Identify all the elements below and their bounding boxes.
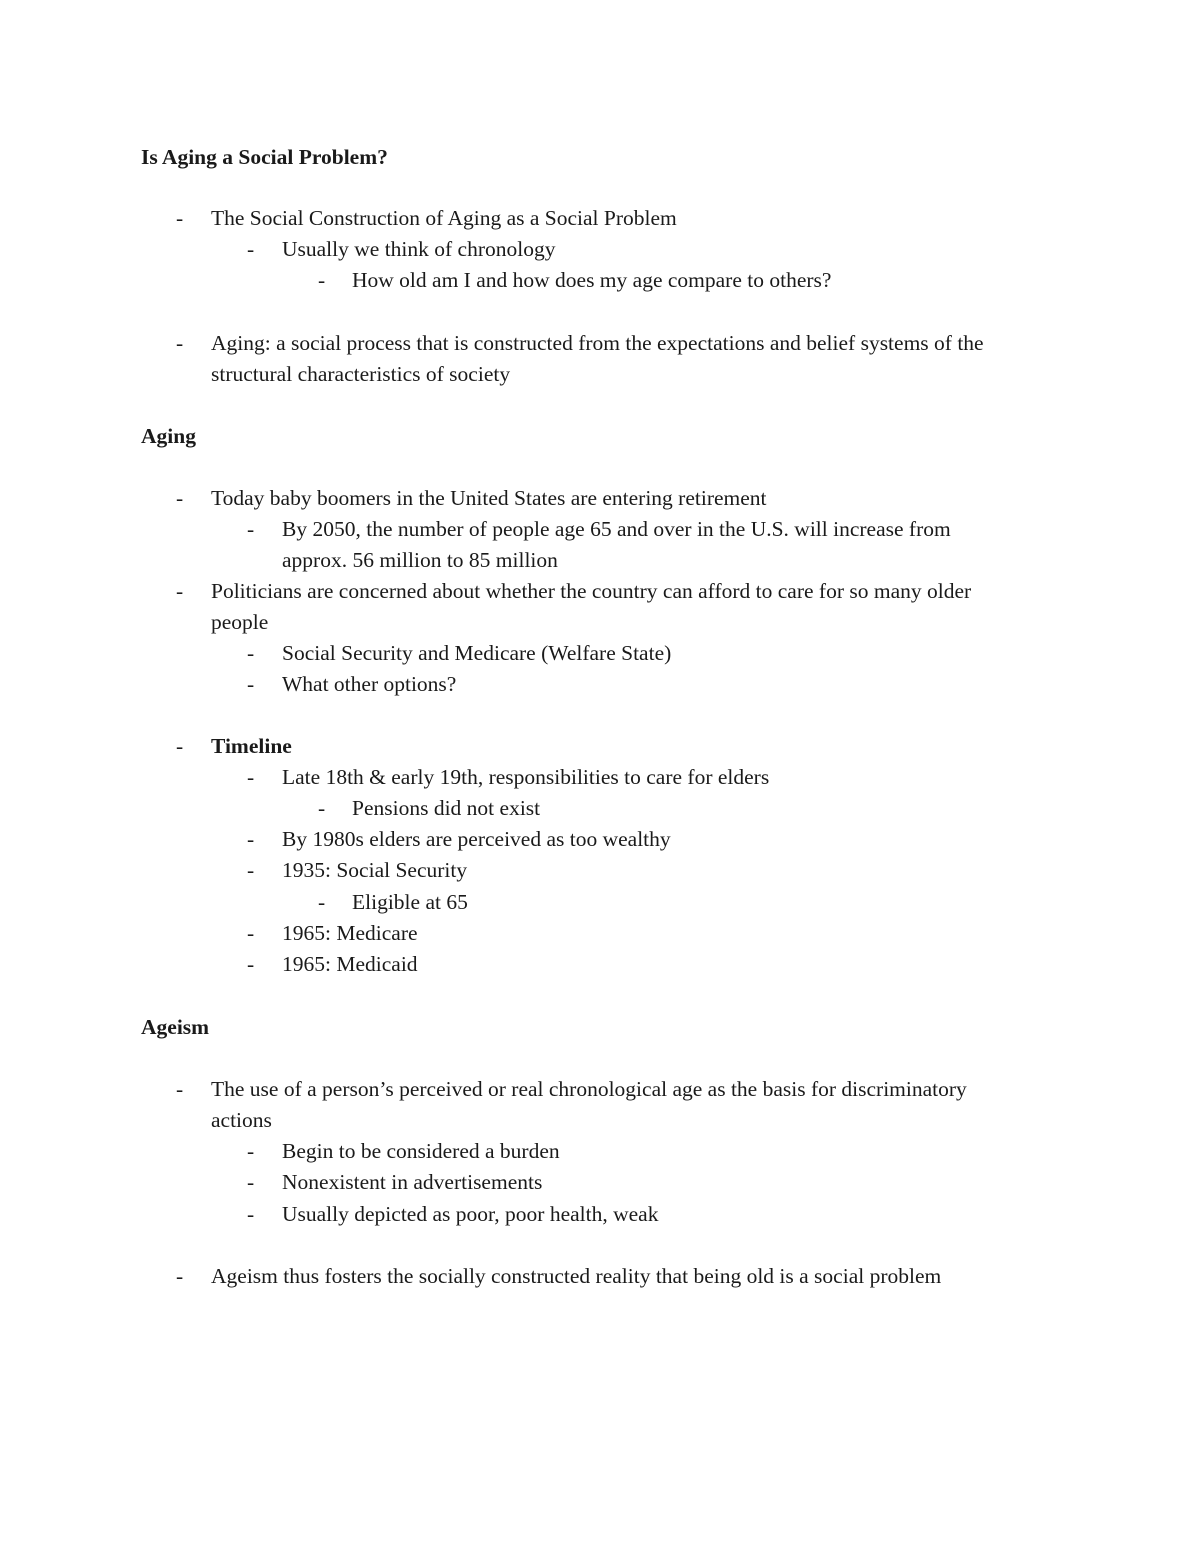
bullet-baby-boomers: Today baby boomers in the United States are entering retirement [211,486,767,510]
bullet-dash: - [247,641,255,665]
timeline-item-medicare: 1965: Medicare [282,921,418,945]
bullet-chronology: Usually we think of chronology [282,237,556,261]
bullet-dash: - [247,1170,255,1194]
bullet-dash: - [247,517,255,541]
subheading-timeline: Timeline [211,734,292,758]
bullet-dash: - [318,268,326,292]
bullet-politicians-line2: people [211,610,269,634]
bullet-aging-social-process-line1: Aging: a social process that is constructed from the expectations and belief systems of the [211,331,984,355]
bullet-dash: - [247,952,255,976]
bullet-dash: - [247,921,255,945]
bullet-other-options: What other options? [282,672,457,696]
bullet-politicians-line1: Politicians are concerned about whether the country can afford to care for so many older [211,579,972,603]
bullet-ageism-fosters: Ageism thus fosters the socially constructed reality that being old is a social problem [211,1264,942,1288]
bullet-dash: - [176,206,184,230]
bullet-social-security-medicare: Social Security and Medicare (Welfare State) [282,641,672,665]
bullet-depicted-poor: Usually depicted as poor, poor health, weak [282,1202,659,1226]
heading-ageism: Ageism [141,1015,210,1039]
timeline-item-eligible-65: Eligible at 65 [352,890,468,914]
heading-aging: Aging [141,424,196,448]
heading-is-aging-a-social-problem: Is Aging a Social Problem? [141,145,388,169]
bullet-ageism-definition-line1: The use of a person’s perceived or real chronological age as the basis for discriminatory [211,1077,967,1101]
timeline-item-1935: 1935: Social Security [282,858,468,882]
bullet-dash: - [247,1202,255,1226]
bullet-dash: - [247,858,255,882]
bullet-ageism-definition-line2: actions [211,1108,272,1132]
timeline-item-late-18th: Late 18th & early 19th, responsibilities to care for elders [282,765,770,789]
bullet-dash: - [247,1139,255,1163]
bullet-social-construction: The Social Construction of Aging as a Social Problem [211,206,677,230]
bullet-dash: - [176,1264,184,1288]
bullet-dash: - [247,237,255,261]
bullet-nonexistent-ads: Nonexistent in advertisements [282,1170,543,1194]
timeline-item-1980s: By 1980s elders are perceived as too wealthy [282,827,671,851]
bullet-dash: - [247,765,255,789]
bullet-burden: Begin to be considered a burden [282,1139,560,1163]
bullet-how-old: How old am I and how does my age compare to others? [352,268,832,292]
bullet-by-2050-line2: approx. 56 million to 85 million [282,548,558,572]
timeline-item-pensions: Pensions did not exist [352,796,541,820]
bullet-dash: - [176,331,184,355]
bullet-aging-social-process-line2: structural characteristics of society [211,362,511,386]
bullet-dash: - [247,672,255,696]
bullet-dash: - [247,827,255,851]
bullet-dash: - [176,486,184,510]
bullet-by-2050-line1: By 2050, the number of people age 65 and over in the U.S. will increase from [282,517,951,541]
bullet-dash: - [176,734,184,758]
bullet-dash: - [318,890,326,914]
timeline-item-medicaid: 1965: Medicaid [282,952,418,976]
bullet-dash: - [176,1077,184,1101]
bullet-dash: - [318,796,326,820]
bullet-dash: - [176,579,184,603]
